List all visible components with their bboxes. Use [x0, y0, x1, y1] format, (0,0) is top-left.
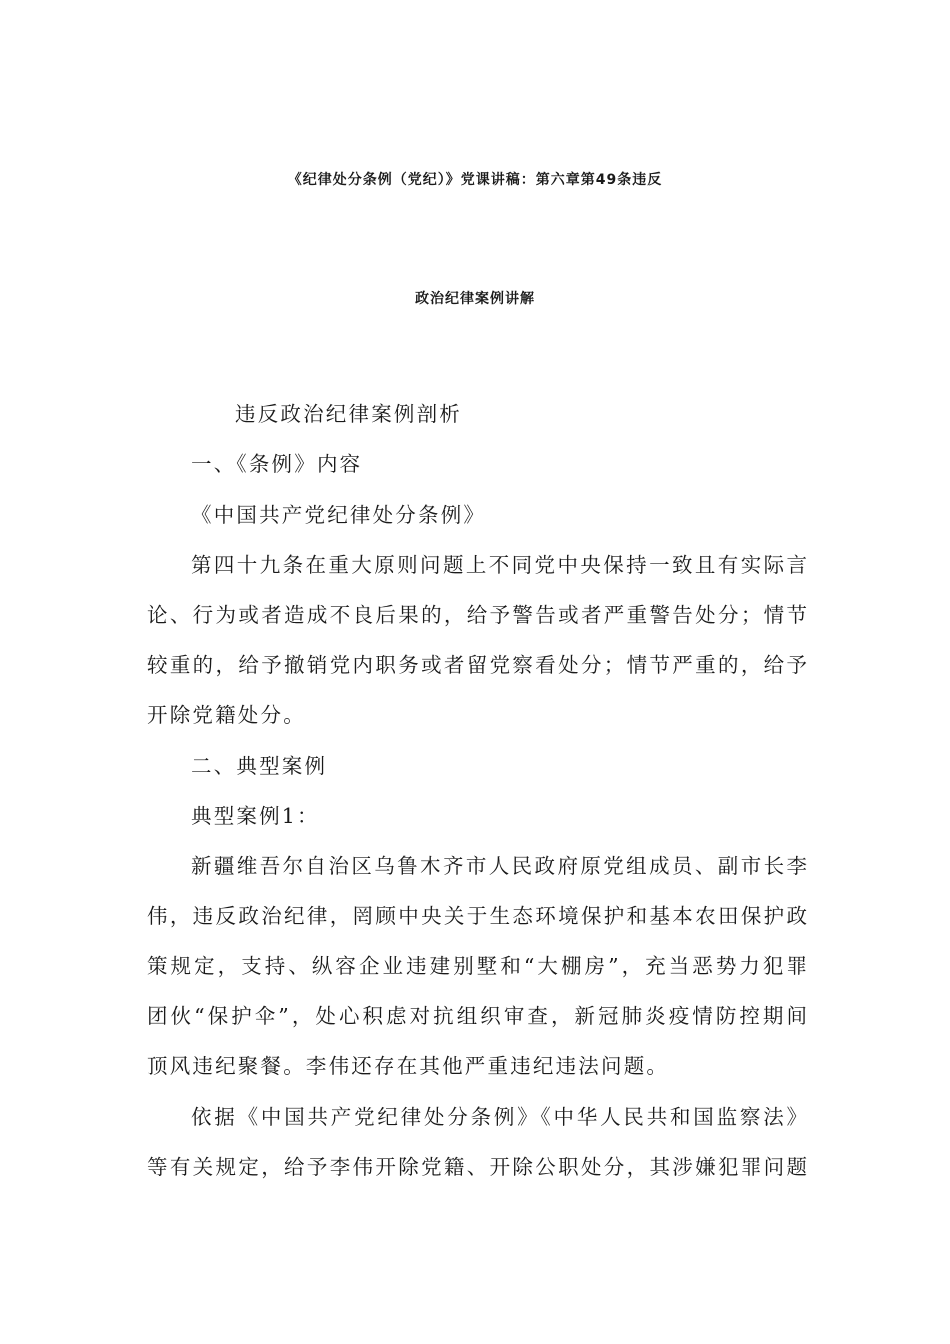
section-heading-regulation: 一、《条例》内容	[191, 452, 363, 476]
case-line: 伟，违反政治纪律，罔顾中央关于生态环境保护和基本农田保护政	[147, 904, 807, 928]
article-line: 开除党籍处分。	[147, 703, 306, 727]
document-title-line-1: 《纪律处分条例（党纪）》党课讲稿：第六章第49条违反	[287, 172, 663, 188]
case-line: 顶风违纪聚餐。李伟还存在其他严重违纪违法问题。	[147, 1054, 670, 1078]
article-line: 论、行为或者造成不良后果的，给予警告或者严重警告处分；情节	[147, 603, 807, 627]
regulation-name: 《中国共产党纪律处分条例》	[191, 503, 487, 527]
ruling-line: 依据《中国共产党纪律处分条例》《中华人民共和国监察法》	[191, 1105, 807, 1129]
case-heading: 典型案例1：	[191, 804, 320, 828]
ruling-line: 等有关规定，给予李伟开除党籍、开除公职处分，其涉嫌犯罪问题	[147, 1155, 807, 1179]
case-line: 团伙“保护伞”，处心积虑对抗组织审查，新冠肺炎疫情防控期间	[147, 1004, 807, 1028]
section-heading-cases: 二、典型案例	[191, 754, 328, 778]
article-line: 较重的，给予撤销党内职务或者留党察看处分；情节严重的，给予	[147, 653, 807, 677]
document-title-line-2: 政治纪律案例讲解	[415, 291, 535, 307]
subtitle: 违反政治纪律案例剖析	[235, 402, 462, 426]
case-line: 策规定，支持、纵容企业违建别墅和“大棚房”，充当恶势力犯罪	[147, 954, 807, 978]
article-line: 第四十九条在重大原则问题上不同党中央保持一致且有实际言	[191, 553, 807, 577]
case-line: 新疆维吾尔自治区乌鲁木齐市人民政府原党组成员、副市长李	[191, 854, 807, 878]
